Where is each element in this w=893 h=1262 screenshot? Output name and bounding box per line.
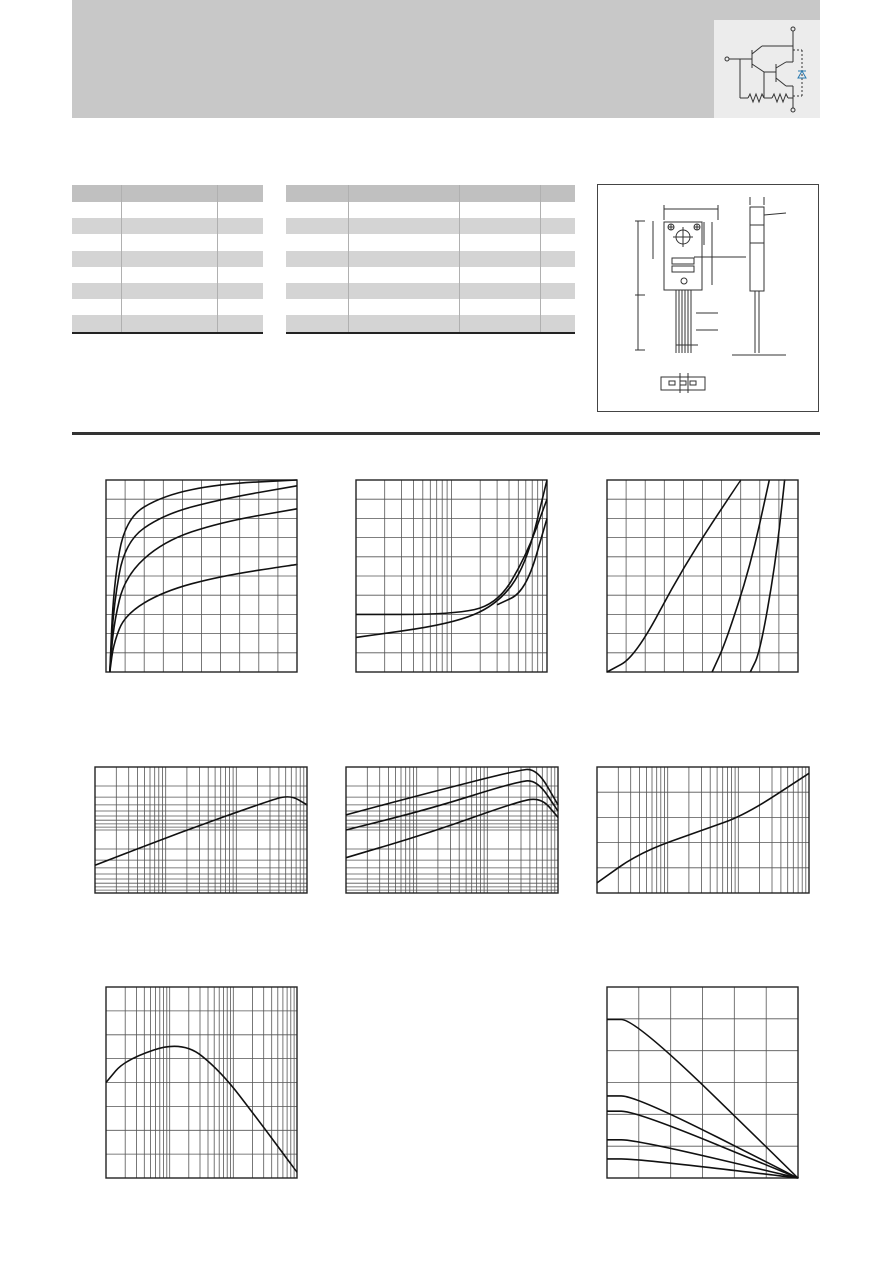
series-line [95, 797, 307, 865]
package-outline-drawing [597, 184, 819, 412]
chart-1 [106, 480, 297, 672]
spec-table-left [72, 185, 263, 334]
chart-4 [95, 767, 307, 893]
chart-3 [607, 480, 798, 672]
chart-8 [607, 987, 798, 1178]
chart-7 [106, 987, 297, 1178]
series-line [106, 1046, 297, 1172]
series-line [346, 769, 558, 814]
package-outline-icon [598, 185, 820, 413]
darlington-circuit-icon [714, 20, 820, 118]
section-divider [72, 432, 820, 435]
series-line [346, 781, 558, 830]
header-band [72, 0, 820, 118]
series-line [597, 773, 809, 883]
series-line [110, 564, 297, 672]
circuit-symbol [714, 20, 820, 118]
chart-2 [356, 480, 547, 672]
spec-table-right [286, 185, 575, 334]
chart-5 [346, 767, 558, 893]
chart-6 [597, 767, 809, 893]
